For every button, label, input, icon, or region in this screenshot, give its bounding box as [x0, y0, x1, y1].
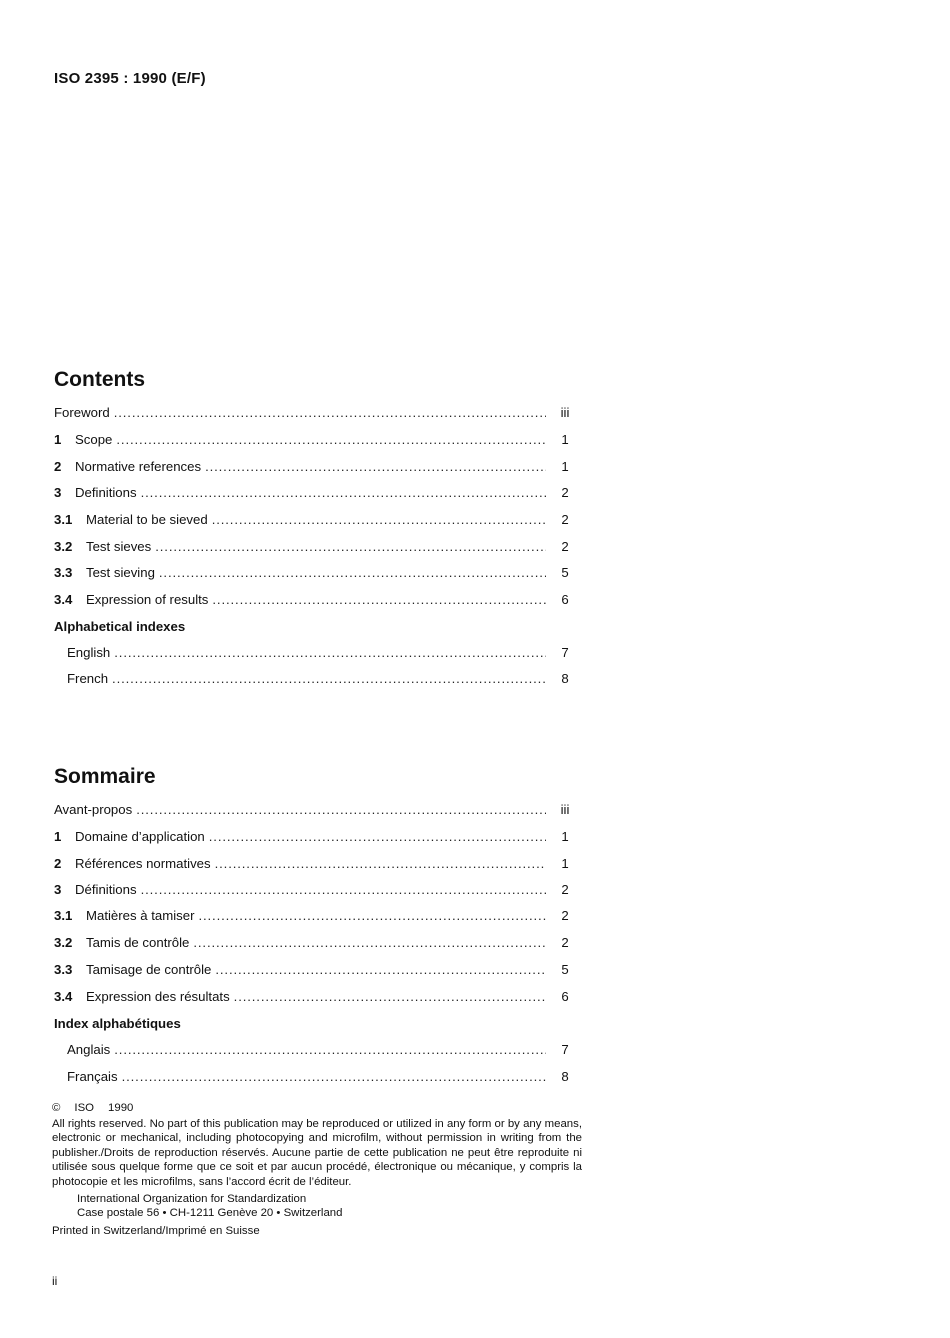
toc-entry[interactable] — [54, 512, 578, 530]
contents-title: Contents — [54, 368, 145, 391]
toc-leader — [114, 1042, 546, 1057]
toc-entry-label: Material to be sieved — [86, 512, 208, 527]
toc-leader — [122, 1069, 546, 1084]
copyright-year: 1990 — [108, 1102, 134, 1114]
toc-entry-number: 3.3 — [54, 565, 73, 580]
toc-entry-page: 5 — [561, 962, 569, 977]
copyright-icon: © — [52, 1102, 61, 1114]
toc-entry-number: 3 — [54, 485, 62, 500]
toc-entry-label: Références normatives — [75, 856, 211, 871]
toc-entry-label: Tamis de contrôle — [86, 935, 190, 950]
toc-entry-label: Définitions — [75, 882, 137, 897]
toc-entry-number: 2 — [54, 459, 62, 474]
toc-leader — [114, 645, 546, 660]
toc-entry[interactable] — [54, 989, 578, 1007]
toc-leader — [205, 459, 546, 474]
toc-entry-label: Definitions — [75, 485, 137, 500]
org-name: International Organization for Standardization — [77, 1192, 307, 1205]
toc-entry[interactable] — [54, 645, 578, 663]
toc-entry-page: 2 — [561, 539, 569, 554]
toc-entry-number: 3.4 — [54, 989, 73, 1004]
toc-entry-number: 3.1 — [54, 908, 73, 923]
toc-entry[interactable] — [54, 962, 578, 980]
toc-leader — [215, 856, 546, 871]
toc-leader — [234, 989, 546, 1004]
toc-entry[interactable] — [54, 405, 578, 423]
toc-entry-page: 1 — [561, 432, 569, 447]
rights-statement: All rights reserved. No part of this publication may be reproduced or utilized in any form or by any means, electronic or mechanical, including photocopying and microfilm, without permission in writing from the publisher./Droits de reproduction réservés. Aucune partie de cette publication ne peut être reproduite ni utilisée sous quelque forme que ce soit et par aucun procédé, électronique ou mécanique, y compris la photocopie et les microfilms, sans l’accord écrit de l’éditeur. — [52, 1117, 582, 1188]
sommaire-title: Sommaire — [54, 765, 156, 788]
toc-entry[interactable] — [54, 908, 578, 926]
index-heading: Index alphabétiques — [54, 1016, 181, 1031]
toc-entry-number: 3.2 — [54, 539, 73, 554]
toc-entry-page: 5 — [561, 565, 569, 580]
toc-entry-number: 3 — [54, 882, 62, 897]
toc-entry-label: Anglais — [67, 1042, 111, 1057]
toc-entry-page: 6 — [561, 989, 569, 1004]
toc-entry-page: 8 — [561, 1069, 569, 1084]
printed-statement: Printed in Switzerland/Imprimé en Suisse — [52, 1224, 260, 1237]
toc-leader — [212, 512, 546, 527]
toc-entry-number: 1 — [54, 432, 62, 447]
toc-entry[interactable] — [54, 459, 578, 477]
toc-entry-label: Tamisage de contrôle — [86, 962, 212, 977]
toc-entry-page: 6 — [561, 592, 569, 607]
page-number: ii — [52, 1274, 58, 1288]
toc-entry-label: Foreword — [54, 405, 110, 420]
toc-leader — [198, 908, 546, 923]
org-address: Case postale 56 • CH-1211 Genève 20 • Switzerland — [77, 1207, 343, 1220]
toc-entry-page: 1 — [561, 856, 569, 871]
toc-leader — [155, 539, 546, 554]
toc-entry[interactable] — [54, 935, 578, 953]
document-header: ISO 2395 : 1990 (E/F) — [54, 70, 206, 87]
toc-entry[interactable] — [54, 565, 578, 583]
toc-entry-label: French — [67, 671, 109, 686]
toc-entry-page: iii — [560, 802, 570, 817]
copyright-block — [52, 1101, 582, 1238]
toc-entry[interactable] — [54, 802, 578, 820]
toc-entry-number: 3.1 — [54, 512, 73, 527]
toc-entry-page: 1 — [561, 459, 569, 474]
toc-leader — [141, 485, 546, 500]
toc-entry[interactable] — [54, 485, 578, 503]
toc-entry-label: Test sieving — [86, 565, 155, 580]
toc-entry-page: 8 — [561, 671, 569, 686]
toc-entry-page: 2 — [561, 485, 569, 500]
toc-leader — [116, 432, 546, 447]
toc-entry-number: 3.4 — [54, 592, 73, 607]
toc-entry[interactable] — [54, 829, 578, 847]
toc-leader — [136, 802, 546, 817]
toc-leader — [212, 592, 546, 607]
toc-leader — [141, 882, 546, 897]
index-heading: Alphabetical indexes — [54, 619, 186, 634]
toc-entry-page: 2 — [561, 882, 569, 897]
copyright-org: ISO — [74, 1102, 95, 1114]
toc-entry[interactable] — [54, 856, 578, 874]
toc-entry[interactable] — [54, 432, 578, 450]
toc-entry[interactable] — [54, 539, 578, 557]
toc-entry-number: 3.3 — [54, 962, 73, 977]
toc-entry-label: English — [67, 645, 111, 660]
toc-entry-label: Avant-propos — [54, 802, 133, 817]
toc-entry-label: Normative references — [75, 459, 202, 474]
toc-entry-page: iii — [560, 405, 570, 420]
toc-entry-page: 2 — [561, 908, 569, 923]
toc-entry[interactable] — [54, 592, 578, 610]
toc-entry-label: Test sieves — [86, 539, 152, 554]
toc-entry-label: Français — [67, 1069, 118, 1084]
toc-entry-number: 3.2 — [54, 935, 73, 950]
toc-entry-number: 2 — [54, 856, 62, 871]
toc-entry-page: 7 — [561, 1042, 569, 1057]
toc-entry-label: Matières à tamiser — [86, 908, 195, 923]
toc-leader — [193, 935, 546, 950]
toc-leader — [114, 405, 546, 420]
toc-entry[interactable] — [54, 671, 578, 689]
toc-entry[interactable] — [54, 1042, 578, 1060]
toc-leader — [215, 962, 546, 977]
toc-entry-page: 7 — [561, 645, 569, 660]
toc-entry-label: Expression des résultats — [86, 989, 230, 1004]
toc-entry[interactable] — [54, 882, 578, 900]
toc-leader — [112, 671, 546, 686]
toc-entry-page: 1 — [561, 829, 569, 844]
toc-leader — [209, 829, 546, 844]
toc-entry[interactable] — [54, 1069, 578, 1087]
toc-entry-label: Expression of results — [86, 592, 209, 607]
toc-entry-page: 2 — [561, 935, 569, 950]
toc-leader — [159, 565, 546, 580]
toc-entry-page: 2 — [561, 512, 569, 527]
toc-entry-label: Domaine d’application — [75, 829, 205, 844]
copyright-line — [52, 1101, 582, 1116]
toc-entry-number: 1 — [54, 829, 62, 844]
toc-entry-label: Scope — [75, 432, 113, 447]
